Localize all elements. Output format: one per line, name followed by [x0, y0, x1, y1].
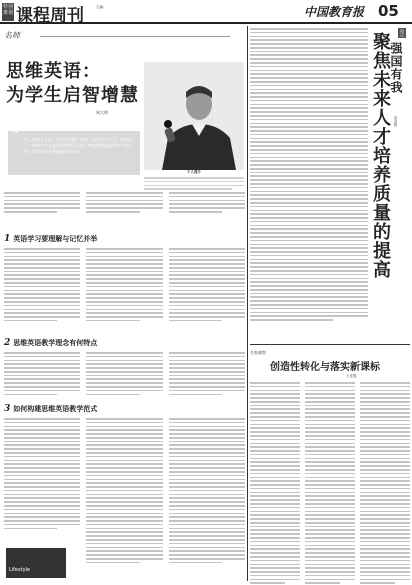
photo-caption	[144, 170, 244, 192]
section-heading-1: 1 英语学习要理解与记忆并举	[4, 234, 98, 244]
intro-text	[4, 192, 245, 215]
right-article-tag: 视点	[400, 29, 405, 37]
page-title: 课程周刊	[16, 6, 84, 26]
lifestyle-logo-label: Lifestyle	[9, 567, 31, 573]
editor-meta: 主编：	[96, 5, 107, 9]
right-article	[250, 26, 410, 581]
bottom-article-text	[250, 382, 410, 585]
left-article	[4, 26, 245, 581]
bottom-article-byline: 王延强	[346, 374, 357, 378]
bottom-article-tag: 名家观察	[250, 350, 266, 355]
newspaper-name: 中国教育报	[304, 5, 365, 19]
section-heading-2: 2 思维英语教学理念有何特点	[4, 338, 98, 348]
section-heading-3: 3 如何构建思维英语教学范式	[4, 404, 98, 414]
pull-quote-text: 什么是英文文本，言归何言解？应该，还应该多记习，就想在了一种更学生在英语学的背后寻找一种是拥有新意的有个性之特、有思有能分超高的英语明高。	[24, 137, 132, 154]
page-number: 05	[378, 2, 399, 20]
portrait-illustration	[144, 62, 244, 170]
headline-line-2: 为学生启智增慧	[6, 85, 139, 106]
section-1-text	[4, 248, 245, 324]
right-article-byline: 周治强	[394, 116, 398, 127]
right-article-text	[250, 28, 368, 323]
lifestyle-logo	[6, 548, 66, 578]
column-label: 名师	[4, 31, 20, 40]
section-tag: 特别策划	[2, 3, 14, 21]
right-article-headline: 聚焦未来人才培养质量的提高	[370, 32, 391, 279]
pull-quote	[8, 128, 140, 175]
headline-line-1: 思维英语：	[6, 61, 101, 82]
column-divider	[40, 36, 230, 37]
caption-title: 个人简介	[187, 170, 201, 174]
bottom-article-headline: 创造性转化与落实新课标	[270, 362, 380, 373]
quote-mark-icon: “	[12, 128, 20, 144]
article-headline	[6, 60, 139, 108]
right-article-kicker: 强国有我	[389, 42, 403, 94]
horizontal-divider	[250, 344, 410, 345]
author-photo	[144, 62, 244, 170]
masthead	[0, 0, 412, 24]
section-3-text	[4, 418, 245, 565]
section-2-text	[4, 352, 245, 397]
column-divider-vertical	[247, 26, 248, 581]
article-byline: 周大明	[96, 110, 108, 115]
